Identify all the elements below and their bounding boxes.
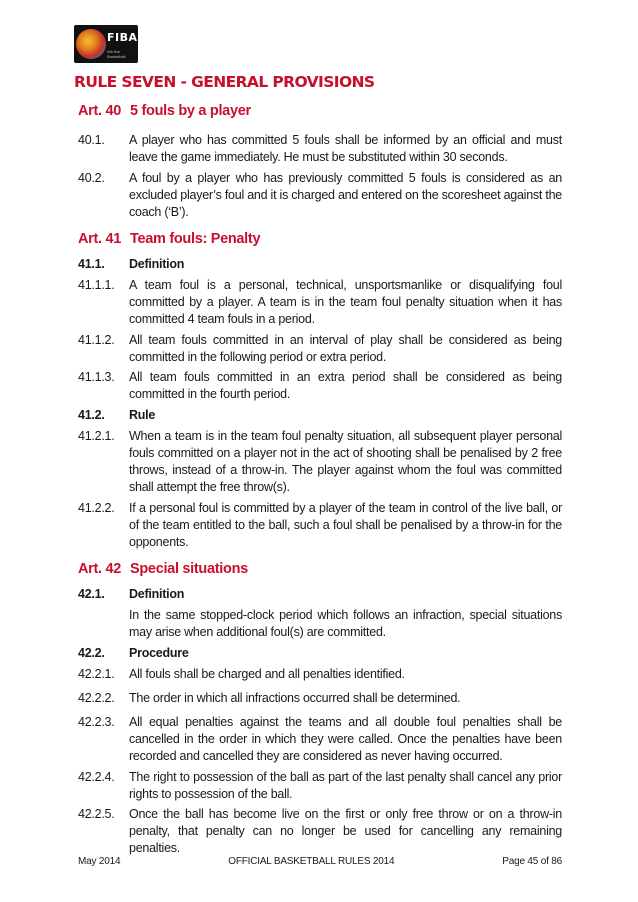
basketball-globe-icon [76, 29, 106, 59]
paragraph-number: 40.1. [78, 133, 105, 147]
rule-paragraph [78, 690, 562, 707]
logo-tagline: We Are Basketball [107, 49, 126, 59]
article-number: Art. 40 [78, 103, 122, 119]
fiba-logo [74, 25, 138, 63]
paragraph-text: All team fouls committed in an extra period shall be considered as being committed in the fourth period. [129, 370, 562, 401]
rule-paragraph [78, 277, 562, 328]
rule-paragraph [78, 806, 562, 857]
article-number: Art. 42 [78, 561, 122, 577]
paragraph-text: The right to possession of the ball as part of the last penalty shall cancel any prior rights to possession of the ball. [129, 770, 562, 801]
paragraph-number: 42.2.3. [78, 715, 115, 729]
page-footer [78, 856, 562, 867]
paragraph-number: 41.1.2. [78, 333, 115, 347]
subsection-heading [78, 586, 562, 603]
paragraph-text: Definition [129, 587, 185, 601]
rule-paragraph [78, 500, 562, 551]
paragraph-number: 41.2.2. [78, 501, 115, 515]
paragraph-text: All fouls shall be charged and all penalties identified. [129, 667, 405, 681]
article-heading [78, 103, 562, 119]
rule-paragraph [78, 607, 562, 641]
paragraph-text: A team foul is a personal, technical, unsportsmanlike or disqualifying foul committed by a player. A team is in the team foul penalty situation when it has committed 4 team fouls in a period. [129, 278, 562, 326]
rule-paragraph [78, 369, 562, 403]
paragraph-text: Rule [129, 408, 156, 422]
paragraph-number: 42.2.2. [78, 691, 115, 705]
paragraph-number: 40.2. [78, 171, 105, 185]
paragraph-text: Once the ball has become live on the first or only free throw or on a throw-in penalty, that penalty can no longer be used for cancelling any remaining penalties. [129, 807, 562, 855]
paragraph-number: 42.2.4. [78, 770, 115, 784]
paragraph-text: All equal penalties against the teams and all double foul penalties shall be cancelled in the order in which they were called. Once the penalties have been recorded and cancelled they are considered as never having occurred. [129, 715, 562, 763]
paragraph-number: 42.2.1. [78, 667, 115, 681]
footer-date: May 2014 [78, 856, 121, 867]
subsection-heading [78, 256, 562, 273]
paragraph-text: A foul by a player who has previously committed 5 fouls is considered as an excluded player’s foul and it is charged and entered on the scoresheet against the coach (‘B’). [129, 171, 562, 219]
article-heading [78, 561, 562, 577]
rule-title: RULE SEVEN - GENERAL PROVISIONS [74, 73, 375, 91]
paragraph-number: 41.1.3. [78, 370, 115, 384]
subsection-heading [78, 407, 562, 424]
paragraph-text: In the same stopped-clock period which follows an infraction, special situations may arise when additional foul(s) are committed. [129, 608, 562, 639]
paragraph-text: When a team is in the team foul penalty situation, all subsequent player personal fouls committed on a player not in the act of shooting shall be penalised by 2 free throws, instead of a throw-in. The player against whom the foul was committed shall attempt the free throw(s). [129, 429, 562, 494]
rule-paragraph [78, 428, 562, 496]
paragraph-number: 41.2. [78, 408, 105, 422]
paragraph-number: 41.2.1. [78, 429, 115, 443]
rule-paragraph [78, 170, 562, 221]
paragraph-text: A player who has committed 5 fouls shall be informed by an official and must leave the game immediately. He must be substituted within 30 seconds. [129, 133, 562, 164]
article-title: 5 fouls by a player [130, 103, 251, 119]
article-title: Special situations [130, 561, 248, 577]
footer-page-number: Page 45 of 86 [502, 856, 562, 867]
subsection-heading [78, 645, 562, 662]
article-title: Team fouls: Penalty [130, 231, 261, 247]
paragraph-number: 42.2. [78, 646, 105, 660]
paragraph-number: 41.1.1. [78, 278, 115, 292]
rule-paragraph [78, 769, 562, 803]
article-number: Art. 41 [78, 231, 122, 247]
footer-title: OFFICIAL BASKETBALL RULES 2014 [228, 856, 395, 867]
paragraph-text: If a personal foul is committed by a player of the team in control of the live ball, or of the team entitled to the ball, such a foul shall be penalised by a throw-in for the opponents. [129, 501, 562, 549]
logo-brand-text: FIBA [107, 31, 138, 44]
paragraph-text: Definition [129, 257, 185, 271]
rule-paragraph [78, 714, 562, 765]
rule-paragraph [78, 132, 562, 166]
rule-paragraph [78, 666, 562, 683]
article-heading [78, 231, 562, 247]
paragraph-text: Procedure [129, 646, 189, 660]
paragraph-number: 42.1. [78, 587, 105, 601]
paragraph-number: 41.1. [78, 257, 105, 271]
paragraph-text: All team fouls committed in an interval of play shall be considered as being committed in the following period or extra period. [129, 333, 562, 364]
paragraph-number: 42.2.5. [78, 807, 115, 821]
rule-paragraph [78, 332, 562, 366]
paragraph-text: The order in which all infractions occurred shall be determined. [129, 691, 461, 705]
